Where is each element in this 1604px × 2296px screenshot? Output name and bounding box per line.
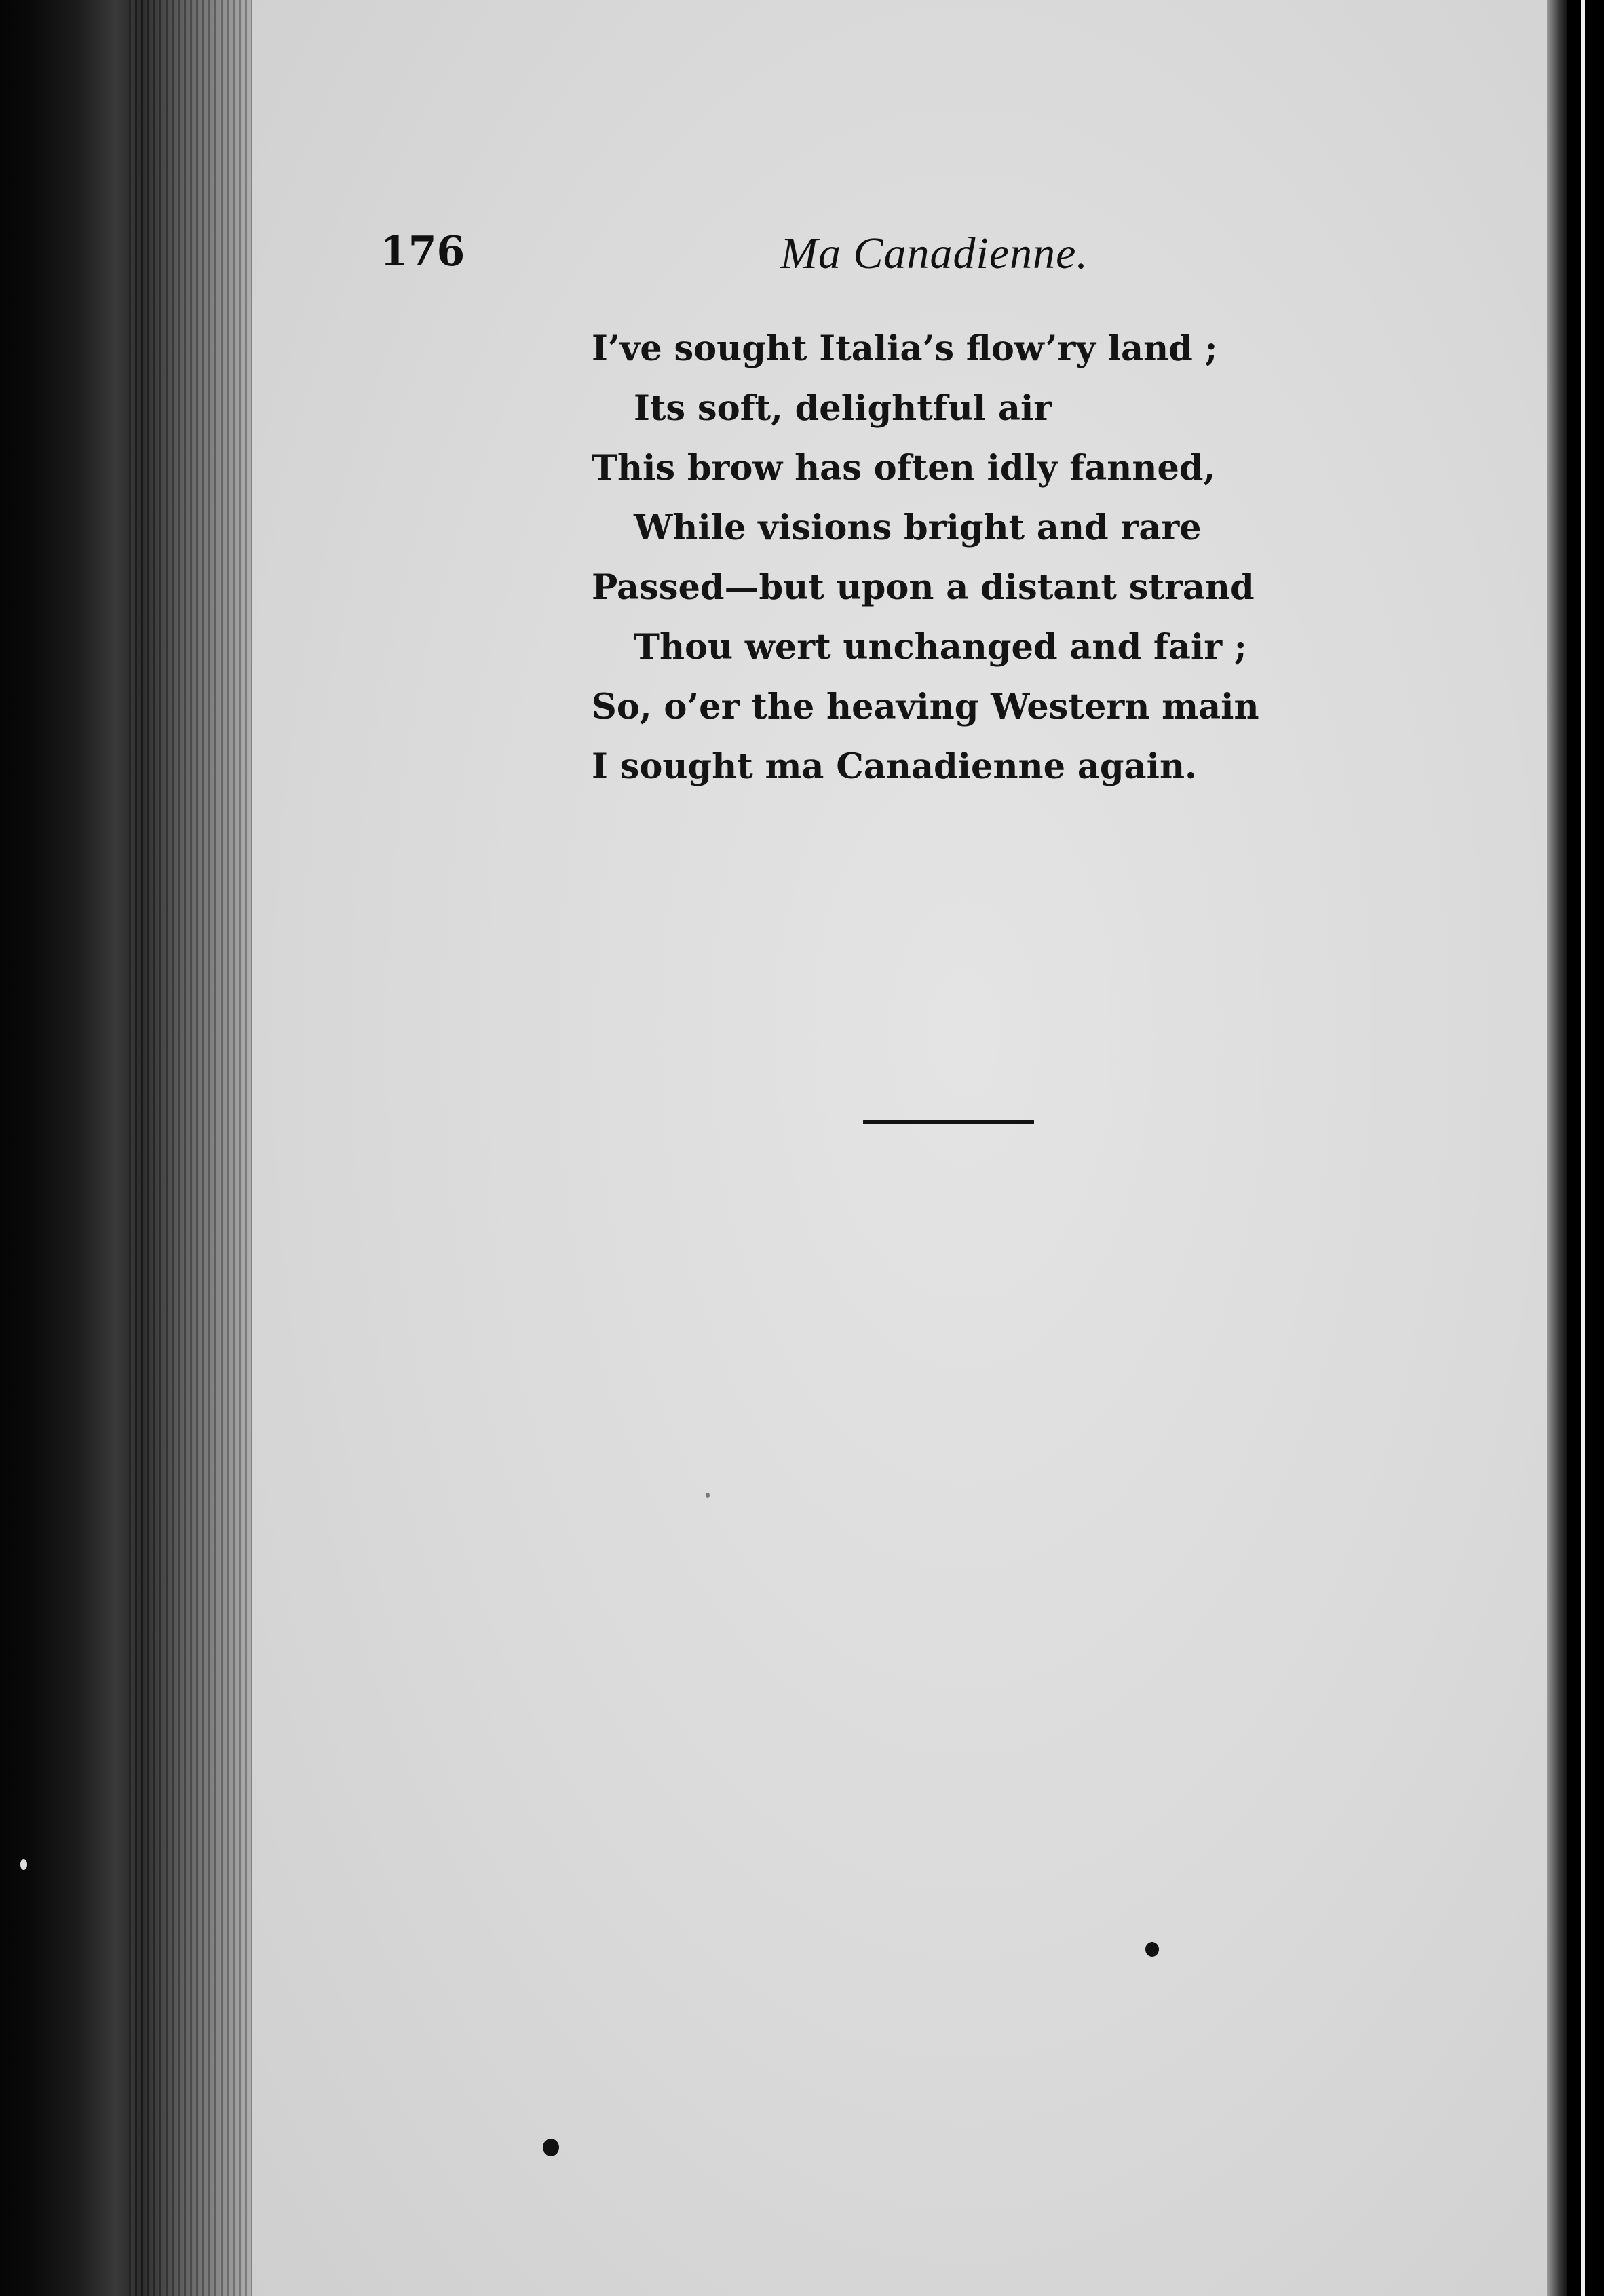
running-title: Ma Canadienne.: [780, 229, 1088, 278]
facing-page-edge: [1581, 0, 1585, 2296]
ink-speck: [543, 2139, 559, 2156]
poem-line: Its soft, delightful air: [634, 388, 1052, 429]
page-edge: [1547, 0, 1567, 2296]
poem-line: While visions bright and rare: [634, 508, 1202, 548]
poem-line: I’ve sought Italia’s flow’ry land ;: [592, 328, 1218, 369]
poem-line: I sought ma Canadienne again.: [592, 746, 1197, 787]
poem-line: This brow has often idly fanned,: [592, 448, 1216, 489]
poem-line: Thou wert unchanged and fair ;: [634, 627, 1247, 668]
ink-speck: [1145, 1942, 1159, 1957]
ink-speck: [20, 1859, 27, 1870]
ink-speck: [706, 1493, 710, 1498]
poem-stanza: [592, 319, 1259, 797]
scan-border: [1567, 0, 1604, 2296]
binding-texture: [129, 0, 258, 2296]
poem-line: Passed—but upon a distant strand: [592, 567, 1255, 608]
section-divider: [863, 1120, 1034, 1124]
poem-line: So, o’er the heaving Western main: [592, 687, 1259, 727]
page-number: 176: [380, 228, 465, 275]
